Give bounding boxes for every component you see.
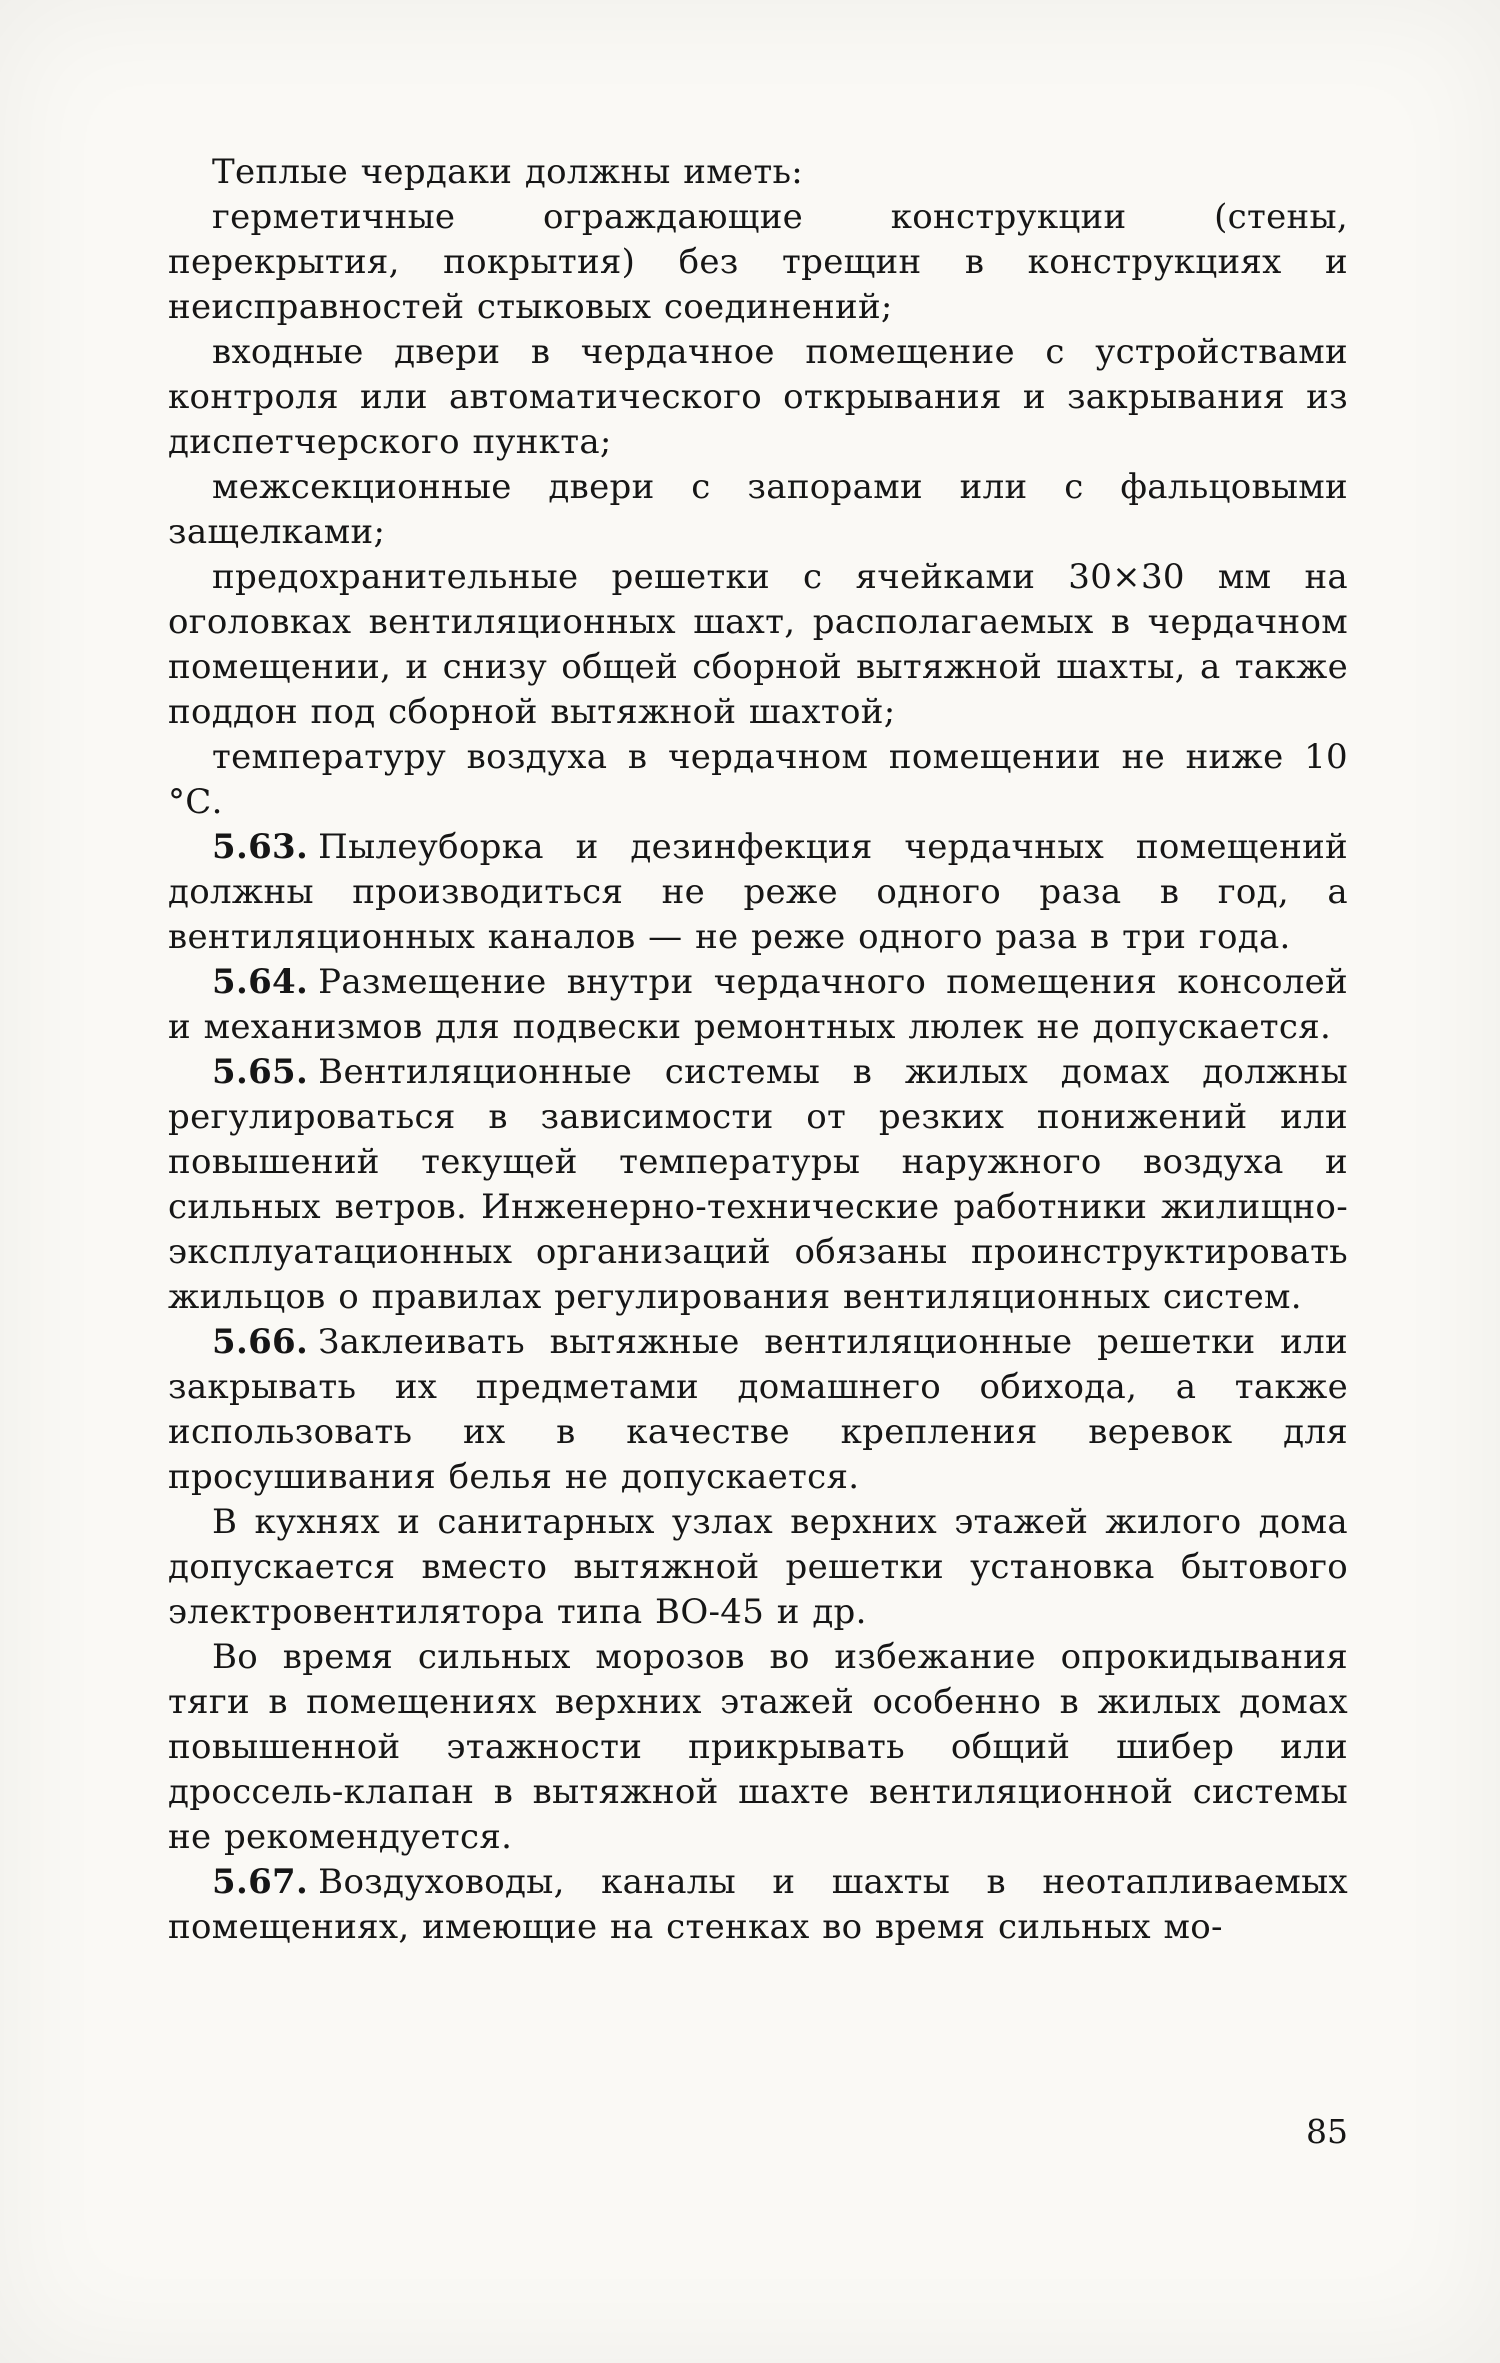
paragraph [168,555,1348,735]
paragraph [168,1500,1348,1635]
clause-number: 5.63. [212,827,309,867]
page-number: 85 [1306,2112,1348,2151]
paragraph [168,330,1348,465]
paragraph [168,960,1348,1050]
paragraph-text: В кухнях и санитарных узлах верхних этажей жилого дома допускается вместо вытяжной решетки установка бытового электровентилятора типа ВО-45 и др. [168,1502,1348,1632]
clause-number: 5.66. [212,1322,309,1362]
paragraph [168,1635,1348,1860]
clause-number: 5.64. [212,962,309,1002]
paragraph-text: герметичные ограждающие конструкции (стены, перекрытия, покрытия) без трещин в конструкциях и неисправностей стыковых соединений; [168,197,1348,327]
text-column [168,150,1348,1950]
paragraph [168,465,1348,555]
paragraph-text: Во время сильных морозов во избежание опрокидывания тяги в помещениях верхних этажей особенно в жилых домах повышенной этажности прикрывать общий шибер или дроссель-клапан в вытяжной шахте вентиляционной системы не рекомендуется. [168,1637,1348,1857]
clause-number: 5.67. [212,1862,309,1902]
paragraph-text: Заклеивать вытяжные вентиляционные решетки или закрывать их предметами домашнего обихода, а также использовать их в качестве крепления веревок для просушивания белья не допускается. [168,1322,1348,1497]
clause-number: 5.65. [212,1052,309,1092]
paragraph [168,195,1348,330]
paragraph-text: Теплые чердаки должны иметь: [212,152,804,192]
paragraph-text: Вентиляционные системы в жилых домах должны регулироваться в зависимости от резких понижений или повышений текущей температуры наружного воздуха и сильных ветров. Инженерно-технические работники жилищно-эксплуатационных организаций обязаны проинструктировать жильцов о правилах регулирования вентиляционных систем. [168,1052,1348,1317]
paragraph [168,150,1348,195]
paragraph-text: Пылеуборка и дезинфекция чердачных помещений должны производиться не реже одного раза в год, а вентиляционных каналов — не реже одного раза в три года. [168,827,1348,957]
paragraph-text: предохранительные решетки с ячейками 30×30 мм на оголовках вентиляционных шахт, располагаемых в чердачном помещении, и снизу общей сборной вытяжной шахты, а также поддон под сборной вытяжной шахтой; [168,557,1348,732]
paragraph [168,1860,1348,1950]
paragraph [168,1050,1348,1320]
paragraph-text: Воздуховоды, каналы и шахты в неотапливаемых помещениях, имеющие на стенках во время сильных мо- [168,1862,1348,1947]
paragraph [168,1320,1348,1500]
paragraph-text: межсекционные двери с запорами или с фальцовыми защелками; [168,467,1348,552]
paragraph [168,735,1348,825]
paragraph-text: температуру воздуха в чердачном помещении не ниже 10 °С. [168,737,1348,822]
paragraph-text: входные двери в чердачное помещение с устройствами контроля или автоматического открывания и закрывания из диспетчерского пункта; [168,332,1348,462]
paragraph [168,825,1348,960]
paragraph-text: Размещение внутри чердачного помещения консолей и механизмов для подвески ремонтных люлек не допускается. [168,962,1348,1047]
